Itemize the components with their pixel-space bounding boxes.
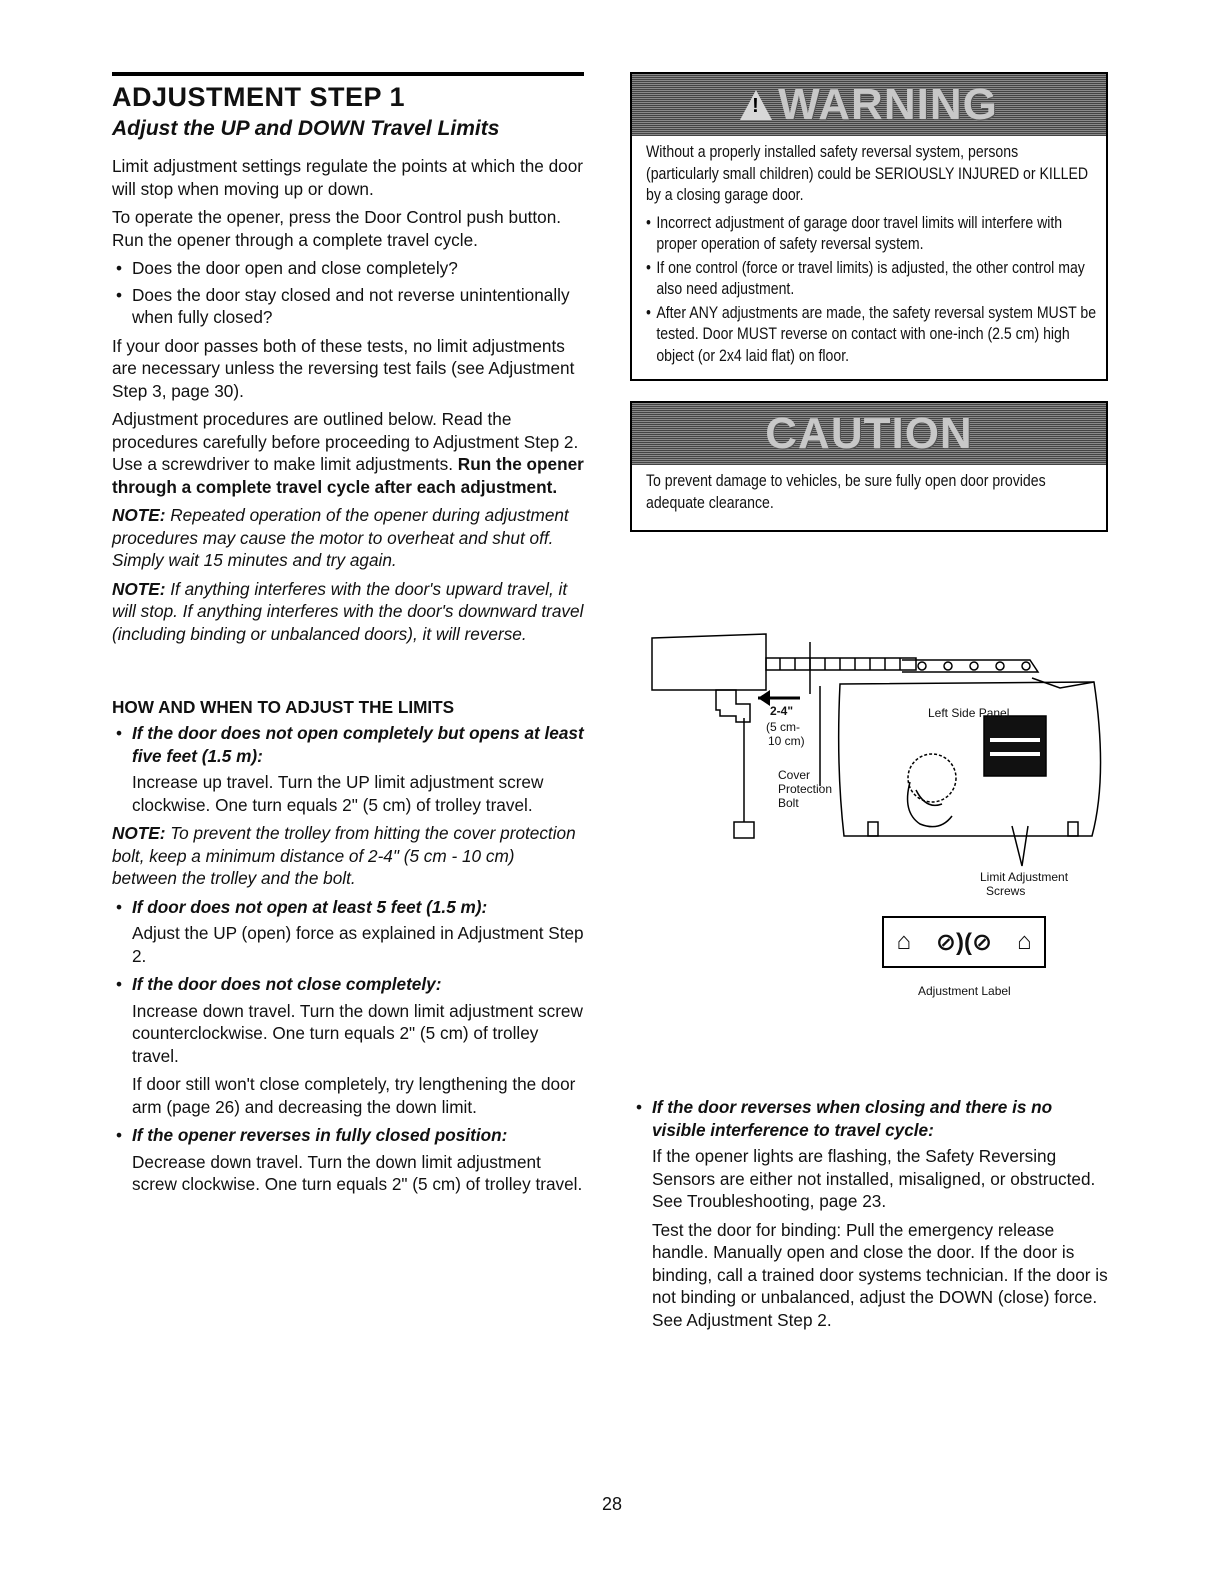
procedure-emphasis: Run the opener through a complete travel cycle after each adjustment. <box>112 454 584 497</box>
condition-body: Increase down travel. Turn the down limit adjustment screw counterclockwise. One turn equals 2" (5 cm) of trolley travel. <box>132 1000 583 1066</box>
section-subtitle: Adjust the UP and DOWN Travel Limits <box>112 117 500 140</box>
warning-list <box>646 213 1097 368</box>
screws-label: Limit Adjustment <box>980 870 1069 884</box>
condition-body: Decrease down travel. Turn the down limit adjustment screw clockwise. One turn equals 2" (5 cm) of trolley travel. <box>132 1151 583 1194</box>
distance-cm-label: 10 cm) <box>768 734 805 748</box>
note-text: If anything interferes with the door's upward travel, it will stop. If anything interferes with the door's downward travel (including binding or unbalanced doors), it will reverse. <box>112 578 584 644</box>
warning-box <box>630 72 1108 381</box>
warning-item: • After ANY adjustments are made, the safety reversal system MUST be tested. Door MUST reverse on contact with one-inch (2.5 cm) high object (or 2x4 laid flat) on floor. <box>646 303 1101 368</box>
condition-heading: • If the door reverses when closing and there is no visible interference to travel cycle: <box>632 1096 1108 1141</box>
condition-body: Adjust the UP (open) force as explained in Adjustment Step 2. <box>132 923 584 966</box>
note-motor <box>112 504 584 572</box>
note-label: NOTE: <box>112 578 166 599</box>
bolt-label: Protection <box>778 782 833 796</box>
caution-box <box>630 401 1108 532</box>
adjustment-label-caption: Adjustment Label <box>918 984 1011 998</box>
note-text: To prevent the trolley from hitting the cover protection bolt, keep a minimum distance of 2-4" (5 cm - 10 cm) between the trolley and the bolt. <box>112 823 576 888</box>
condition-body: If door still won't close completely, try lengthening the door arm (page 26) and decreasing the down limit. <box>132 1074 576 1117</box>
warning-banner-text: WARNING <box>778 80 998 129</box>
question-item: • Does the door open and close completely? <box>112 257 584 280</box>
note-trolley <box>112 822 584 890</box>
distance-cm-label: (5 cm- <box>766 720 800 734</box>
procedure-paragraph <box>112 408 584 498</box>
warning-item: • If one control (force or travel limits) is adjusted, the other control may also need adjustment. <box>646 258 1101 301</box>
condition-heading: • If the door does not close completely: <box>112 973 584 996</box>
caution-text: To prevent damage to vehicles, be sure fully open door provides adequate clearance. <box>646 472 1046 512</box>
page-number: 28 <box>601 1494 623 1514</box>
question-item: • Does the door stay closed and not reverse unintentionally when fully closed? <box>112 284 584 329</box>
distance-label: 2-4" <box>770 704 794 718</box>
opener-diagram <box>640 626 1120 1006</box>
screw-symbol-icon: ⊘)(⊘ <box>935 928 993 956</box>
condition-heading: • If the opener reverses in fully closed position: <box>112 1124 584 1147</box>
warning-banner <box>632 74 1106 136</box>
procedure-text: Adjustment procedures are outlined below. Read the procedures carefully before proceeding to Adjustment Step 2. Use a screwdriver to make limit adjustments. <box>112 409 579 474</box>
page-title: ADJUSTMENT STEP 1 <box>112 82 406 112</box>
caution-body <box>632 465 1106 530</box>
caution-banner-text: CAUTION <box>765 409 973 458</box>
note-text: Repeated operation of the opener during adjustment procedures may cause the motor to overheat and shut off. Simply wait 15 minutes and try again. <box>112 505 569 570</box>
tests-paragraph: If your door passes both of these tests, no limit adjustments are necessary unless the reversing test fails (see Adjustment Step 3, page 30). <box>112 335 575 401</box>
condition-heading: • If door does not open at least 5 feet (1.5 m): <box>112 896 584 919</box>
left-column <box>112 72 584 1202</box>
right-bottom-section <box>632 1096 1108 1337</box>
note-label: NOTE: <box>112 823 166 843</box>
condition-body: If the opener lights are flashing, the Safety Reversing Sensors are either not installed, misaligned, or obstructed. See Troubleshooting, page 23. <box>652 1146 1096 1211</box>
caution-banner <box>632 403 1106 465</box>
adjustment-label-graphic <box>882 916 1046 968</box>
house-down-icon: ⌂ <box>1017 928 1032 955</box>
warning-intro: Without a properly installed safety reversal system, persons (particularly small children) could be SERIOUSLY INJURED or KILLED by a closing garage door. <box>646 143 1089 204</box>
house-up-icon: ⌂ <box>896 928 911 955</box>
howto-heading: HOW AND WHEN TO ADJUST THE LIMITS <box>112 697 455 717</box>
condition-body: Increase up travel. Turn the UP limit adjustment screw clockwise. One turn equals 2" (5 cm) of trolley travel. <box>132 772 544 815</box>
test-questions <box>112 257 584 329</box>
screws-label: Screws <box>986 884 1026 898</box>
warning-item: • Incorrect adjustment of garage door travel limits will interfere with proper operation of safety reversal system. <box>646 213 1101 256</box>
note-interference <box>112 578 584 646</box>
bolt-label: Bolt <box>778 796 799 810</box>
right-column <box>630 72 1108 552</box>
panel-label: Left Side Panel <box>928 706 1010 720</box>
condition-heading: • If the door does not open completely but opens at least five feet (1.5 m): <box>112 722 584 767</box>
title-rule <box>112 72 584 76</box>
warning-triangle-icon: ! <box>740 90 772 120</box>
operate-paragraph: To operate the opener, press the Door Control push button. Run the opener through a complete travel cycle. <box>112 207 562 250</box>
condition-body: Test the door for binding: Pull the emergency release handle. Manually open and close the door. If the door is binding, call a trained door systems technician. If the door is not binding or unbalanced, adjust the DOWN (close) force. See Adjustment Step 2. <box>652 1219 1108 1330</box>
warning-body <box>632 136 1106 379</box>
intro-paragraph: Limit adjustment settings regulate the points at which the door will stop when moving up or down. <box>112 156 584 199</box>
bolt-label: Cover <box>778 768 811 782</box>
note-label: NOTE: <box>112 505 166 525</box>
